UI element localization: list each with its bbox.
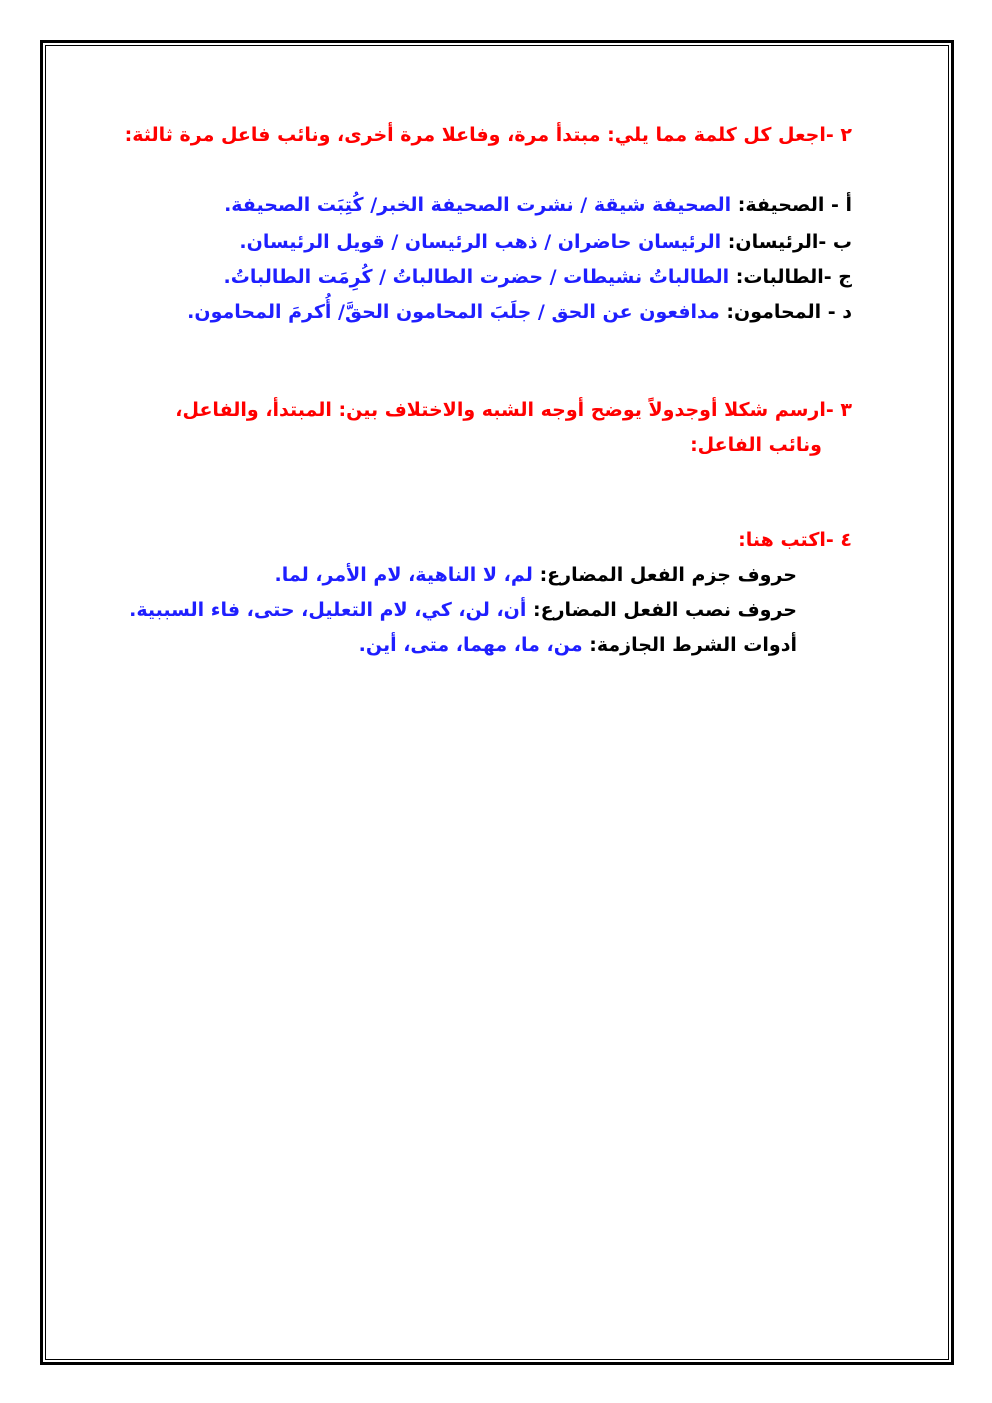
q4-item-jazm-answer: لم، لا الناهية، لام الأمر، لما. bbox=[274, 564, 533, 586]
q4-item-shart bbox=[359, 630, 797, 660]
q4-item-nasb-answer: أن، لن، كي، لام التعليل، حتى، فاء السببية. bbox=[129, 599, 527, 621]
q2-item-d-answer: مدافعون عن الحق / جلَبَ المحامون الحقَّ/ أُكرمَ المحامون. bbox=[187, 301, 720, 323]
q2-item-c bbox=[224, 262, 852, 292]
q2-item-b-label: ب -الرئيسان: bbox=[727, 231, 852, 253]
q4-item-nasb bbox=[129, 595, 797, 625]
question-2-heading: ٢ -اجعل كل كلمة مما يلي: مبتدأ مرة، وفاعلا مرة أخرى، ونائب فاعل مرة ثالثة: bbox=[124, 124, 852, 146]
q4-item-nasb-label: حروف نصب الفعل المضارع: bbox=[533, 599, 797, 621]
q2-item-d-label: د - المحامون: bbox=[726, 301, 852, 323]
q4-item-jazm-label: حروف جزم الفعل المضارع: bbox=[539, 564, 797, 586]
q4-item-jazm bbox=[274, 560, 797, 590]
q2-item-a-label: أ - الصحيفة: bbox=[737, 194, 852, 216]
q2-item-c-answer: الطالباتُ نشيطات / حضرت الطالباتُ / كُرِمَت الطالباتُ. bbox=[223, 266, 730, 288]
q2-item-c-label: ج -الطالبات: bbox=[735, 266, 852, 288]
question-4-heading: ٤ -اكتب هنا: bbox=[738, 529, 852, 551]
q2-item-a-answer: الصحيفة شيقة / نشرت الصحيفة الخبر/ كُتِبَت الصحيفة. bbox=[224, 194, 732, 216]
question-3-heading-line2: ونائب الفاعل: bbox=[690, 434, 822, 456]
q4-item-shart-label: أدوات الشرط الجازمة: bbox=[589, 634, 797, 656]
q2-item-a bbox=[224, 190, 852, 220]
q2-item-b-answer: الرئيسان حاضران / ذهب الرئيسان / قويل الرئيسان. bbox=[239, 231, 722, 253]
q2-item-b bbox=[239, 227, 852, 257]
q4-item-shart-answer: من، ما، مهما، متى، أين. bbox=[358, 634, 583, 656]
question-3-heading-line1: ٣ -ارسم شكلا أوجدولاً يوضح أوجه الشبه والاختلاف بين: المبتدأ، والفاعل، bbox=[175, 399, 852, 421]
q2-item-d bbox=[187, 297, 852, 327]
